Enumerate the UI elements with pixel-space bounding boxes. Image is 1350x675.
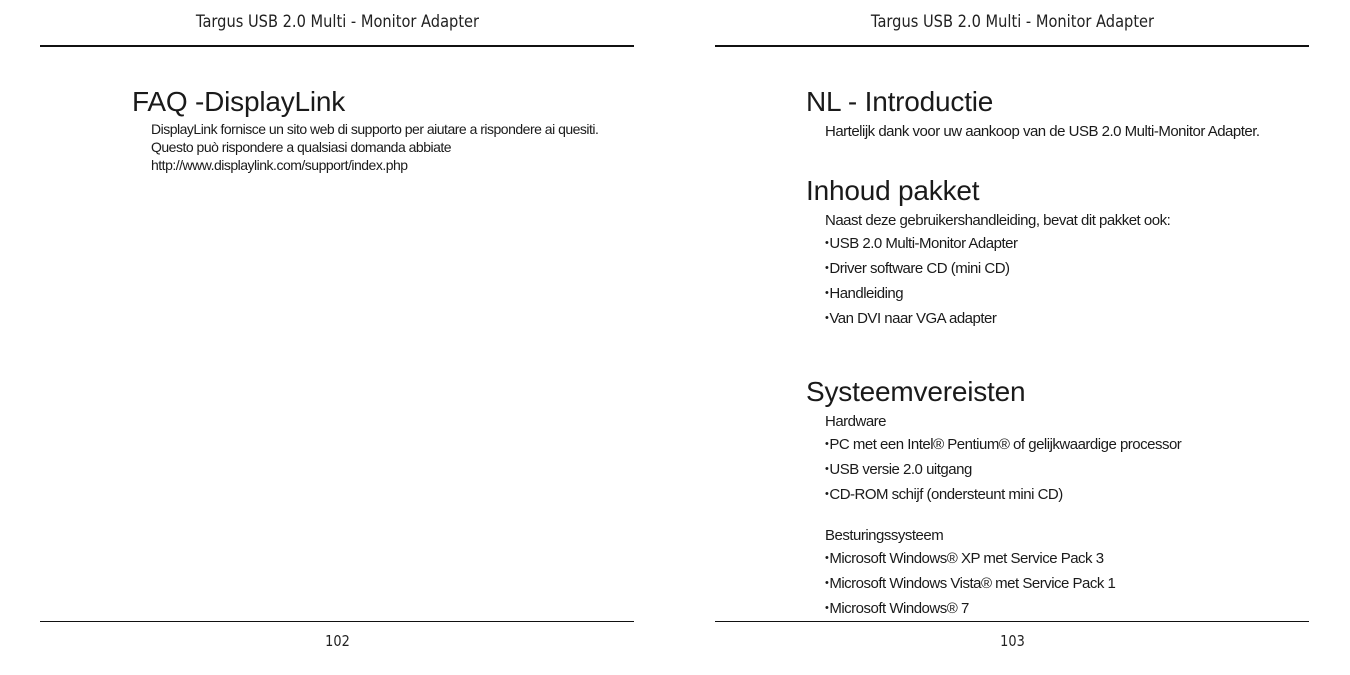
page-number: 102	[325, 632, 350, 650]
footer-rule	[715, 621, 1309, 622]
list-item: • Microsoft Windows Vista® met Service Pack 1	[825, 572, 1326, 597]
running-header: Targus USB 2.0 Multi - Monitor Adapter	[870, 12, 1155, 32]
requirements-title: Systeemvereisten	[806, 376, 1026, 407]
hardware-label: Hardware	[825, 413, 887, 430]
list-item: • USB versie 2.0 uitgang	[825, 458, 1326, 483]
intro-body	[825, 120, 1326, 143]
list-item: • Microsoft Windows® XP met Service Pack 3	[825, 547, 1326, 572]
running-header: Targus USB 2.0 Multi - Monitor Adapter	[195, 12, 480, 32]
list-item: • Handleiding	[825, 282, 1326, 307]
support-url-link[interactable]: http://www.displaylink.com/support/index.php	[151, 157, 408, 173]
faq-line: Questo può rispondere a qualsiasi domanda abbiate	[151, 139, 452, 155]
header-rule	[715, 45, 1309, 47]
faq-body	[151, 120, 652, 174]
right-content	[806, 84, 1326, 622]
list-item: • Microsoft Windows® 7	[825, 597, 1326, 622]
right-page	[675, 0, 1350, 675]
header-rule	[40, 45, 634, 47]
page-number: 103	[1000, 632, 1025, 650]
footer-rule	[40, 621, 634, 622]
list-item: • USB 2.0 Multi-Monitor Adapter	[825, 232, 1326, 257]
package-title: Inhoud pakket	[806, 175, 980, 206]
list-item: • Van DVI naar VGA adapter	[825, 307, 1326, 332]
intro-text: Hartelijk dank voor uw aankoop van de USB 2.0 Multi-Monitor Adapter.	[825, 123, 1260, 140]
package-body	[825, 209, 1326, 332]
faq-section	[132, 84, 652, 174]
os-label: Besturingssysteem	[825, 527, 944, 544]
list-item: • Driver software CD (mini CD)	[825, 257, 1326, 282]
faq-title: FAQ -DisplayLink	[132, 86, 346, 117]
list-item: • PC met een Intel® Pentium® of gelijkwaardige processor	[825, 433, 1326, 458]
package-lead: Naast deze gebruikershandleiding, bevat dit pakket ook:	[825, 212, 1171, 229]
requirements-body	[825, 410, 1326, 622]
faq-line: DisplayLink fornisce un sito web di supporto per aiutare a rispondere ai quesiti.	[151, 121, 599, 137]
intro-title: NL - Introductie	[806, 86, 994, 117]
list-item: • CD-ROM schijf (ondersteunt mini CD)	[825, 483, 1326, 508]
